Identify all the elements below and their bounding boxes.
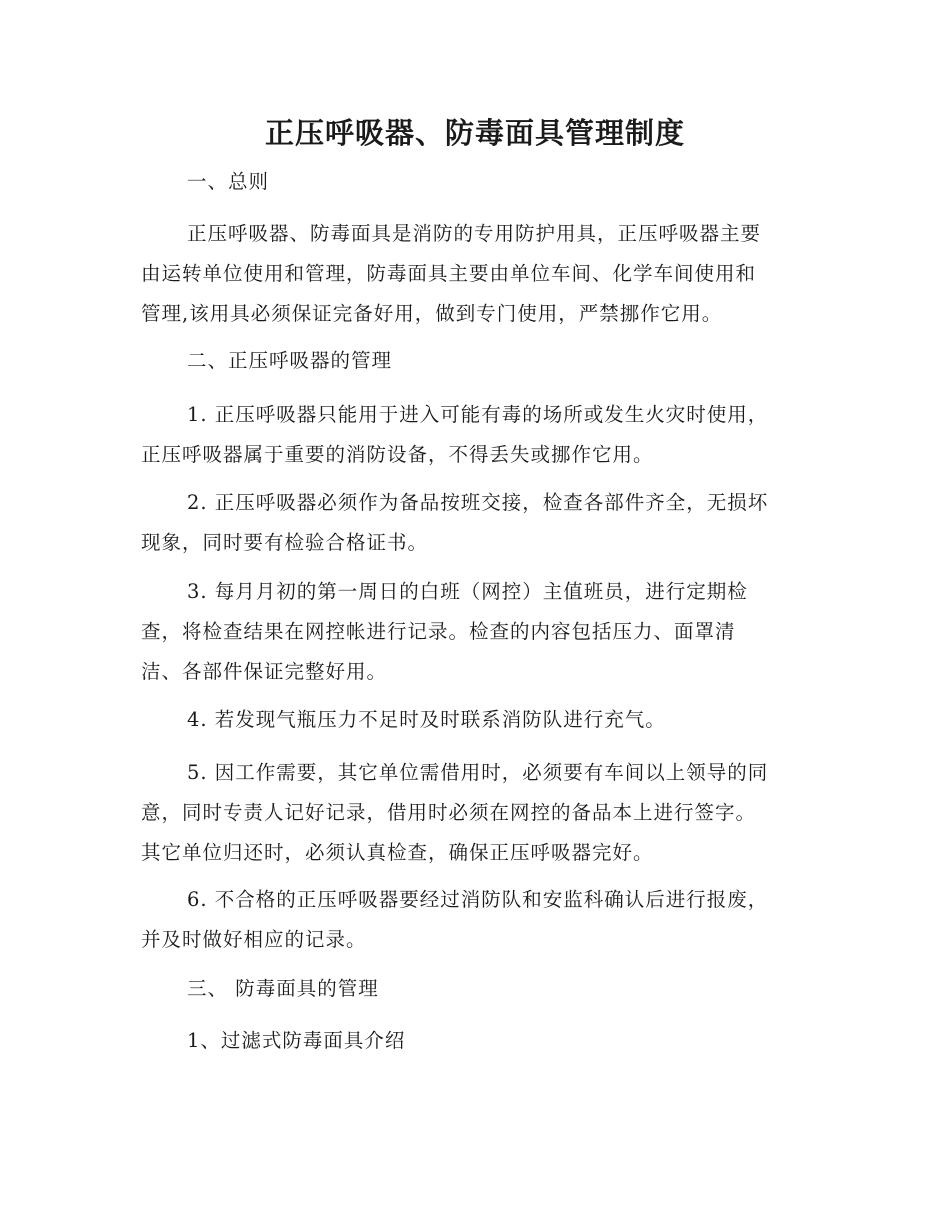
paragraph-line: 4. 若发现气瓶压力不足时及时联系消防队进行充气。	[187, 708, 666, 731]
paragraph-line: 正压呼吸器、防毒面具是消防的专用防护用具，正压呼吸器主要	[187, 222, 762, 245]
paragraph-item-2	[141, 483, 811, 563]
paragraph-general	[141, 214, 811, 334]
section-heading-gas-mask: 三、 防毒面具的管理	[187, 977, 379, 1000]
paragraph-line: 3. 每月月初的第一周日的白班（网控）主值班员，进行定期检	[187, 580, 748, 603]
paragraph-line: 洁、各部件保证完整好用。	[141, 660, 388, 683]
paragraph-line: 6. 不合格的正压呼吸器要经过消防队和安监科确认后进行报废，	[187, 888, 769, 911]
paragraph-line: 并及时做好相应的记录。	[141, 928, 367, 951]
paragraph-line: 现象，同时要有检验合格证书。	[141, 531, 429, 554]
section-heading-respirator: 二、正压呼吸器的管理	[187, 349, 393, 372]
paragraph-line: 2. 正压呼吸器必须作为备品按班交接，检查各部件齐全，无损坏	[187, 491, 769, 514]
paragraph-line: 查，将检查结果在网控帐进行记录。检查的内容包括压力、面罩清	[141, 620, 736, 643]
subsection-heading-filter-mask: 1、过滤式防毒面具介绍	[187, 1029, 406, 1052]
paragraph-line: 其它单位归还时，必须认真检查，确保正压呼吸器完好。	[141, 841, 654, 864]
paragraph-line: 正压呼吸器属于重要的消防设备，不得丢失或挪作它用。	[141, 443, 654, 466]
paragraph-line: 管理,该用具必须保证完备好用，做到专门使用，严禁挪作它用。	[141, 302, 723, 325]
paragraph-line: 由运转单位使用和管理，防毒面具主要由单位车间、化学车间使用和	[141, 262, 757, 285]
paragraph-item-5	[141, 753, 811, 873]
paragraph-line: 意，同时专责人记好记录，借用时必须在网控的备品本上进行签字。	[141, 801, 757, 824]
document-title: 正压呼吸器、防毒面具管理制度	[264, 116, 685, 150]
paragraph-line: 5. 因工作需要，其它单位需借用时，必须要有车间以上领导的同	[187, 761, 769, 784]
paragraph-item-6	[141, 880, 811, 960]
paragraph-item-3	[141, 572, 811, 692]
paragraph-line: 1. 正压呼吸器只能用于进入可能有毒的场所或发生火灾时使用，	[187, 403, 769, 426]
paragraph-item-1	[141, 395, 811, 475]
paragraph-item-4	[141, 700, 811, 740]
section-heading-general: 一、总则	[187, 170, 270, 193]
